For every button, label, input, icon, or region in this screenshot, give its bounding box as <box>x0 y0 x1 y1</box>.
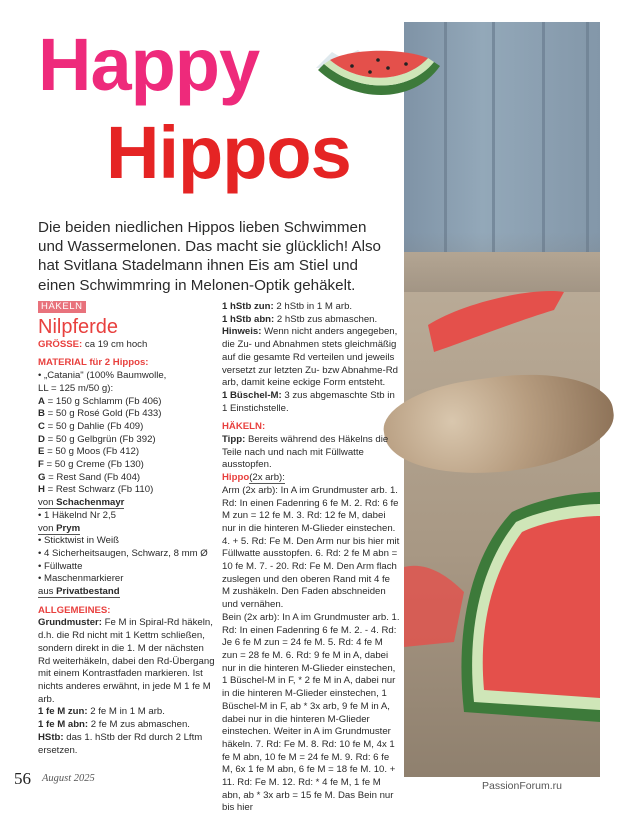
title-line-2: Hippos <box>106 111 351 194</box>
column-right <box>222 301 400 815</box>
tipp-text: Bereits während des Häkelns die Teile nach und nach mit Füllwatte ausstopfen. <box>222 434 389 471</box>
brand-schachenmayr: Schachenmayr <box>56 497 125 509</box>
color-value: = 50 g Dahlie (Fb 409) <box>44 420 144 432</box>
color-key: G <box>38 471 46 483</box>
color-key: A <box>38 395 45 407</box>
haekeln-label: HÄKELN: <box>222 421 266 433</box>
grundmuster-label: Grundmuster: <box>38 617 102 629</box>
color-value: = 50 g Moos (Fb 412) <box>44 446 140 458</box>
category-tag: HÄKELN <box>38 301 86 313</box>
title-line-1: Happy <box>38 23 260 106</box>
color-key: H <box>38 484 45 496</box>
size-value: ca 19 cm hoch <box>82 338 148 350</box>
color-value: = Rest Schwarz (Fb 110) <box>44 484 154 496</box>
color-key: E <box>38 446 45 458</box>
hinweis-label: Hinweis: <box>222 326 262 338</box>
hinweis-text: Wenn nicht anders angegeben, die Zu- und Abnahmen stets gleichmäßig auf die gesamte Rd verteilen und jeweils versetzt zur letzten Zu- bzw Abnahme-Rd arb, damit keine eckige Form entsteht. <box>222 326 398 389</box>
extra-line: • Maschenmarkierer <box>38 573 124 585</box>
issue-date: August 2025 <box>42 773 95 784</box>
extra-line: • 4 Sicherheitsaugen, Schwarz, 8 mm Ø <box>38 547 208 559</box>
grundmuster-text: Fe M in Spiral-Rd häkeln, d.h. die Rd nicht mit 1 Kettm schließen, sondern direkt in die 1. M der nächsten Rd weiterhäkeln, dabei den Rd-Übergang mit einem Kontrastfaden markieren. Ist nichts anderes erwähnt, in jede M 1 fe M arb. <box>38 617 215 705</box>
femzun-text: 2 fe M in 1 M arb. <box>87 706 165 718</box>
hstbzun-text: 2 hStb in 1 M arb. <box>273 301 353 312</box>
hstbabn-label: 1 hStb abn: <box>222 313 275 325</box>
section-heading: Nilpferde <box>38 315 119 338</box>
material-label: MATERIAL für 2 Hippos: <box>38 357 149 369</box>
bueschel-label: 1 Büschel-M: <box>222 389 282 401</box>
extra-line: • Füllwatte <box>38 560 83 572</box>
tipp-label: Tipp: <box>222 434 246 446</box>
bein-instructions: Bein (2x arb): In A im Grundmuster arb. 1. Rd: In einen Fadenring 6 fe M. 2. - 4. Rd: Je 6 fe M zun = 24 fe M. 5. Rd: 4 fe M zun = 28 fe M. 6. Rd: 9 fe M in A, dabei nur in die hinteren M-Glieder einstechen, 1 Büschel-M in F, * 2 fe M in A, dabei nur in die hinteren M-Glieder einstechen, 1 Büschel-M in F, ab * 3x arb, 9 fe M in A, dabei nur in die hinteren M-Glieder einstechen. Weiter in A im Grundmuster häkeln. 7. Rd: Fe M. 8. Rd: 10 fe M, 4x 1 fe M abn, 10 fe M = 24 fe M. 9. Rd: 6 fe M, 6x 1 fe M abn, 6 fe M = 18 fe M. 10. + 11. Rd: Fe M. 12. Rd: * 4 fe M, 1 fe M abn, ab * 3x arb = 15 fe M. Das Bein nur bis hier <box>222 611 400 814</box>
color-value: = 50 g Creme (Fb 130) <box>43 459 144 471</box>
hippo-label: Hippo <box>222 472 250 484</box>
color-key: C <box>38 420 45 432</box>
von-prefix: von <box>38 497 57 509</box>
extra-line: • Sticktwist in Weiß <box>38 535 120 547</box>
photo-watermelon-beach <box>404 22 600 777</box>
bueschel-text: 3 zus abgemaschte Stb in 1 Einstichstelle. <box>222 389 395 414</box>
brand-prym: Prym <box>56 522 81 534</box>
color-value: = Rest Sand (Fb 404) <box>45 471 141 483</box>
hstbabn-text: 2 hStb zus abmaschen. <box>274 313 378 325</box>
color-key: F <box>38 459 44 471</box>
femabn-label: 1 fe M abn: <box>38 719 89 731</box>
column-left <box>38 301 216 757</box>
general-label: ALLGEMEINES: <box>38 604 111 616</box>
watermark-brand: PassionForum.ru <box>482 780 562 792</box>
hstb-text: das 1. hStb der Rd durch 2 Lftm ersetzen. <box>38 731 203 756</box>
femabn-text: 2 fe M zus abmaschen. <box>88 719 190 731</box>
brand-privatbestand: Privatbestand <box>56 586 120 598</box>
material-line: • „Catania" (100% Baumwolle, <box>38 370 167 382</box>
material-line: LL = 125 m/50 g): <box>38 382 114 394</box>
color-key: B <box>38 408 45 420</box>
intro-paragraph: Die beiden niedlichen Hippos lieben Schwimmen und Wassermelonen. Das macht sie glücklich! Also hat Svitlana Stadelmann ihnen Eis am Stiel und einen Schwimmring in Melonen-Optik gehäkelt. <box>38 219 381 294</box>
arm-instructions: Arm (2x arb): In A im Grundmuster arb. 1. Rd: In einen Fadenring 6 fe M. 2. Rd: 6 fe M zun = 12 fe M. 3. Rd: 12 fe M, dabei nur in die hinteren M-Glieder einstechen. 4. + 5. Rd: Fe M. Den Arm nur bis hier mit Füllwatte ausstopfen. 6. Rd: 2 fe M abn = 10 fe M. 7. - 20. Rd: Fe M. Den Arm flach zuslegen und den oberen Rand mit 4 fe M zushäkeln. Den Faden abschneiden und vernähen. <box>222 484 400 611</box>
aus-prefix: aus <box>38 586 57 598</box>
page-number: 56 <box>14 769 31 788</box>
von-prefix: von <box>38 522 57 534</box>
photo-watermelons <box>404 22 600 777</box>
size-label: GRÖSSE: <box>38 338 83 350</box>
color-value: = 150 g Schlamm (Fb 406) <box>44 395 162 407</box>
watermelon-slice-decoration <box>312 48 444 110</box>
hstb-label: HStb: <box>38 731 64 743</box>
color-value: = 50 g Rosé Gold (Fb 433) <box>44 408 162 420</box>
hippo-count: (2x arb): <box>249 472 285 484</box>
femzun-label: 1 fe M zun: <box>38 706 88 718</box>
hook-line: • 1 Häkelnd Nr 2,5 <box>38 509 117 521</box>
color-key: D <box>38 433 45 445</box>
hstbzun-label: 1 hStb zun: <box>222 301 274 312</box>
color-value: = 50 g Gelbgrün (Fb 392) <box>44 433 156 445</box>
